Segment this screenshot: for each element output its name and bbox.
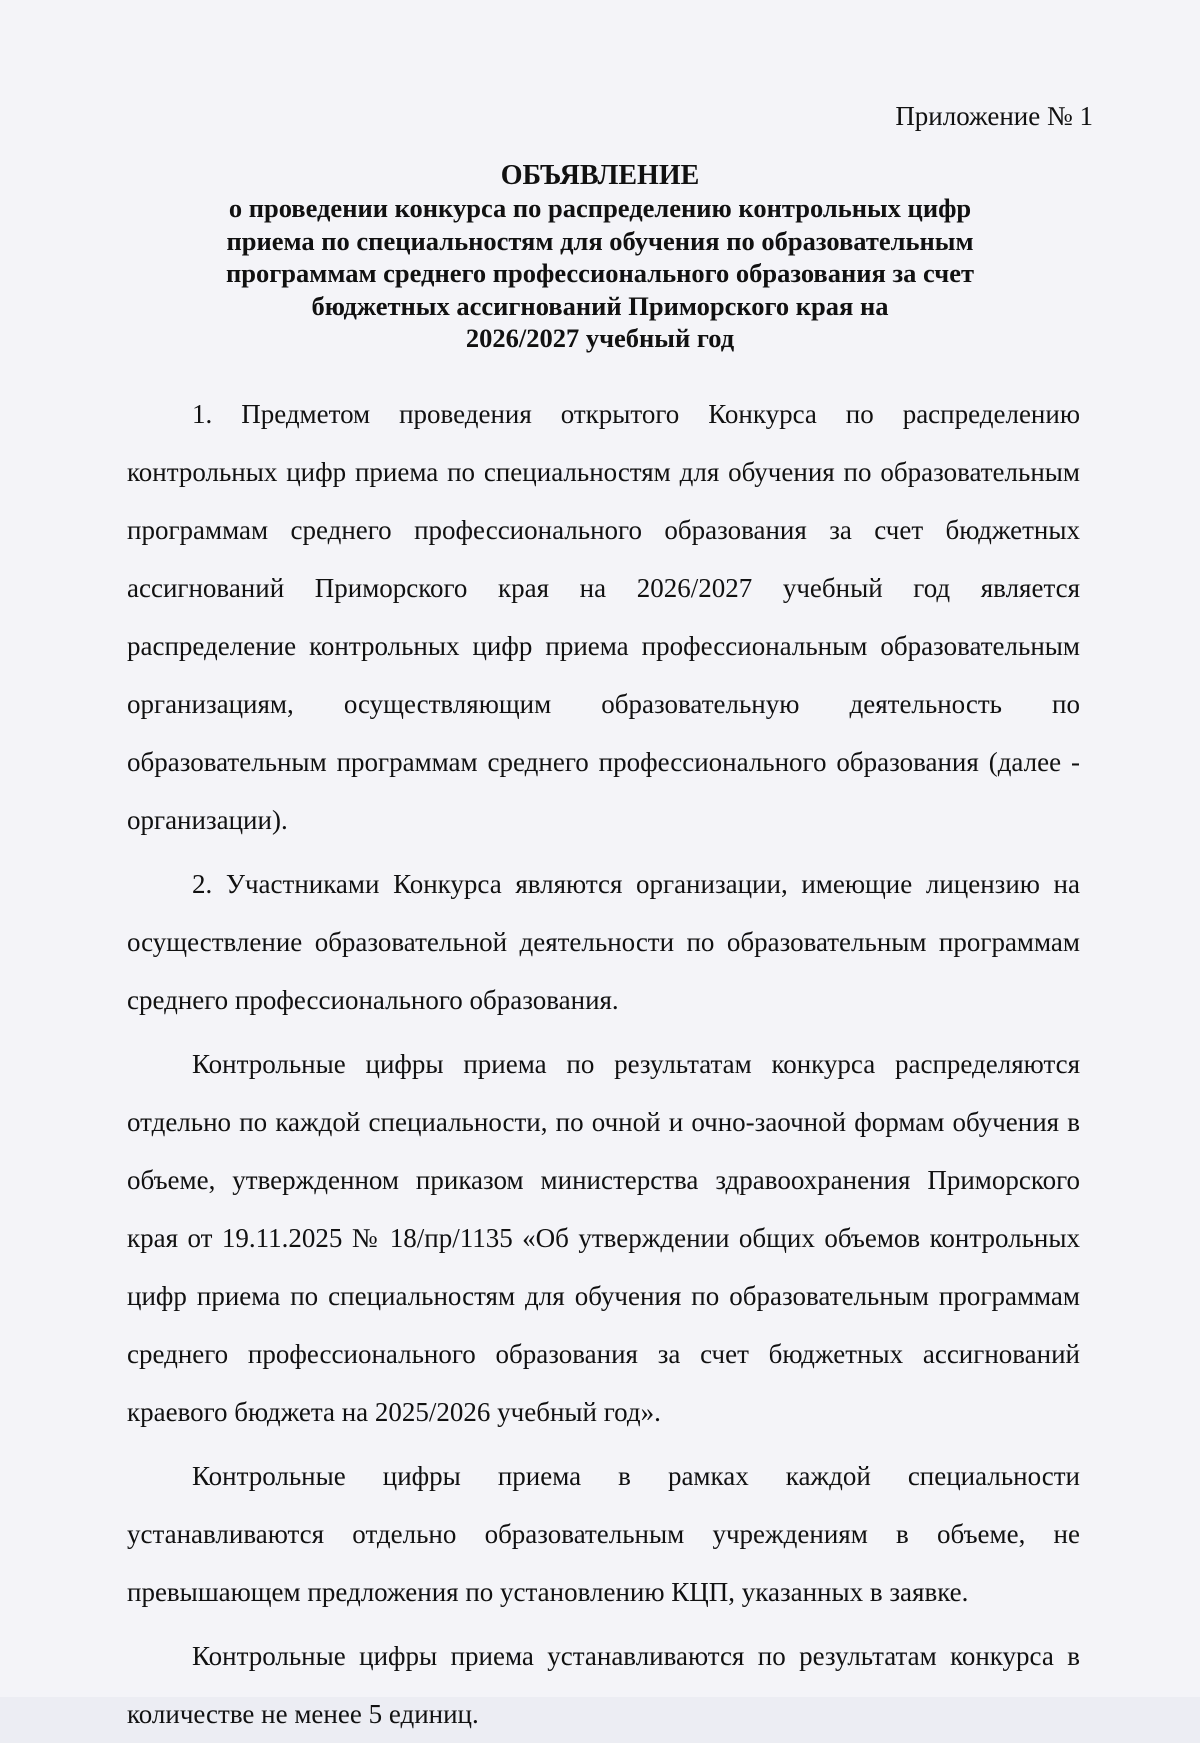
paragraph-5: Контрольные цифры приема устанавливаются по результатам конкурса в количестве не менее 5 единиц. [127, 1641, 1080, 1729]
paragraph-2: 2. Участниками Конкурса являются организации, имеющие лицензию на осуществление образовательной деятельности по образовательным программам среднего профессионального образования. [127, 869, 1080, 1015]
paragraph-4: Контрольные цифры приема в рамках каждой специальности устанавливаются отдельно образовательным учреждениям в объеме, не превышающем предложения по установлению КЦП, указанных в заявке. [127, 1461, 1080, 1607]
document-body [127, 385, 1080, 1743]
document-subtitle: о проведении конкурса по распределению контрольных цифр приема по специальностям для обучения по образовательным программам среднего профессионального образования за счет бюджетных ассигнований Приморского края на 2026/2027 учебный год [226, 193, 974, 353]
title-block [120, 160, 1080, 355]
document-title: ОБЪЯВЛЕНИЕ [500, 160, 700, 191]
paragraph-3: Контрольные цифры приема по результатам конкурса распределяются отдельно по каждой специальности, по очной и очно-заочной формам обучения в объеме, утвержденном приказом министерства здравоохранения Приморского края от 19.11.2025 № 18/пр/1135 «Об утверждении общих объемов контрольных цифр приема по специальностям для обучения по образовательным программам среднего профессионального образования за счет бюджетных ассигнований краевого бюджета на 2025/2026 учебный год». [127, 1049, 1080, 1427]
appendix-label: Приложение № 1 [895, 101, 1093, 131]
paragraph-1: 1. Предметом проведения открытого Конкурса по распределению контрольных цифр приема по специальностям для обучения по образовательным программам среднего профессионального образования за счет бюджетных ассигнований Приморского края на 2026/2027 учебный год является распределение контрольных цифр приема профессиональным образовательным организациям, осуществляющим образовательную деятельность по образовательным программам среднего профессионального образования (далее - организации). [127, 399, 1080, 835]
